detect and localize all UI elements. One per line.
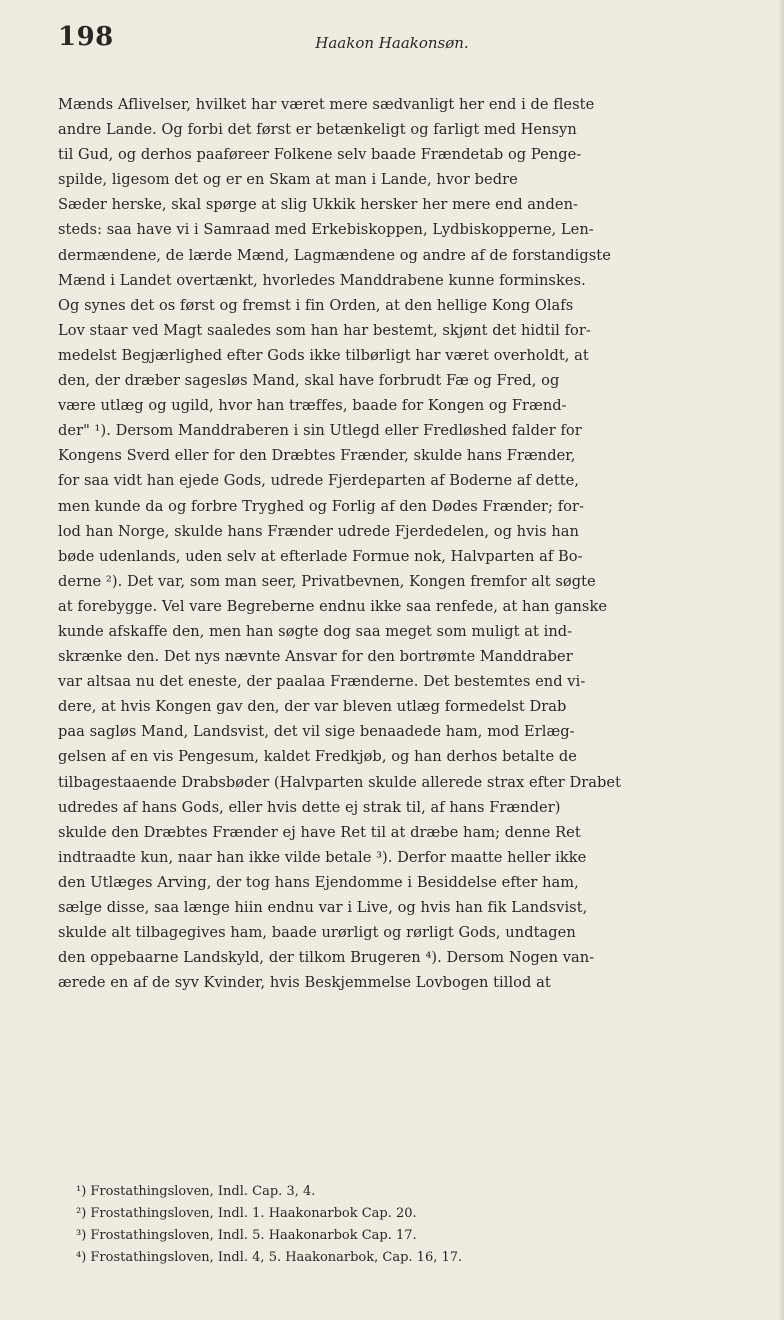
text-line: være utlæg og ugild, hvor han træffes, baade for Kongen og Frænd- — [58, 397, 567, 415]
text-line: lod han Norge, skulde hans Frænder udrede Fjerdedelen, og hvis han — [58, 522, 579, 540]
text-line: til Gud, og derhos paaføreer Folkene selv baade Frændetab og Penge- — [58, 146, 582, 164]
text-line: men kunde da og forbre Tryghed og Forlig af den Dødes Frænder; for- — [58, 497, 584, 515]
text-line: skrænke den. Det nys nævnte Ansvar for den bortrømte Manddraber — [58, 648, 573, 666]
text-line: for saa vidt han ejede Gods, udrede Fjerdeparten af Boderne af dette, — [58, 472, 580, 490]
text-line: sælge disse, saa længe hiin endnu var i Live, og hvis han fik Landsvist, — [58, 899, 588, 916]
text-line: indtraadte kun, naar han ikke vilde betale ³). Derfor maatte heller ikke — [58, 848, 587, 866]
text-line: der" ¹). Dersom Manddraberen i sin Utlegd eller Fredløshed falder for — [58, 422, 582, 440]
text-line: dere, at hvis Kongen gav den, der var bleven utlæg formedelst Drab — [58, 698, 567, 716]
text-line: Og synes det os først og fremst i fin Orden, at den hellige Kong Olafs — [58, 296, 574, 314]
text-line: Lov staar ved Magt saaledes som han har bestemt, skjønt det hidtil for- — [58, 321, 591, 339]
footnote: ¹) Frostathingsloven, Indl. Cap. 3, 4. — [76, 1184, 316, 1199]
text-line: spilde, ligesom det og er en Skam at man i Lande, hvor bedre — [58, 171, 518, 189]
text-line: kunde afskaffe den, men han søgte dog saa meget som muligt at ind- — [58, 622, 573, 640]
footnote: ²) Frostathingsloven, Indl. 1. Haakonarbok Cap. 20. — [76, 1206, 417, 1221]
text-line: derne ²). Det var, som man seer, Privatbevnen, Kongen fremfor alt søgte — [58, 572, 596, 590]
text-line: steds: saa have vi i Samraad med Erkebiskoppen, Lydbiskopperne, Len- — [58, 221, 594, 239]
text-line: Mænds Aflivelser, hvilket har været mere sædvanligt her end i de fleste — [58, 96, 595, 113]
footnotes — [58, 1181, 746, 1269]
running-head: Haakon Haakonsøn. — [315, 34, 469, 52]
text-line: skulde den Dræbtes Frænder ej have Ret til at dræbe ham; denne Ret — [58, 823, 581, 841]
text-line: at forebygge. Vel vare Begreberne endnu ikke saa renfede, at han ganske — [58, 597, 608, 615]
text-line: tilbagestaaende Drabsbøder (Halvparten skulde allerede strax efter Drabet — [58, 773, 621, 791]
body-text — [58, 92, 746, 995]
text-line: den oppebaarne Landskyld, der tilkom Brugeren ⁴). Dersom Nogen van- — [58, 949, 595, 967]
footnote: ⁴) Frostathingsloven, Indl. 4, 5. Haakonarbok, Cap. 16, 17. — [76, 1250, 463, 1265]
text-line: Mænd i Landet overtænkt, hvorledes Manddrabene kunne forminskes. — [58, 271, 586, 289]
text-line: den, der dræber sagesløs Mand, skal have forbrudt Fæ og Fred, og — [58, 372, 560, 390]
text-line: andre Lande. Og forbi det først er betænkeligt og farligt med Hensyn — [58, 121, 577, 139]
text-line: var altsaa nu det eneste, der paalaa Frænderne. Det bestemtes end vi- — [58, 673, 586, 691]
text-line: dermændene, de lærde Mænd, Lagmændene og andre af de forstandigste — [58, 246, 611, 264]
text-line: den Utlæges Arving, der tog hans Ejendomme i Besiddelse efter ham, — [58, 873, 579, 891]
page-number: 198 — [58, 22, 114, 52]
text-line: Kongens Sverd eller for den Dræbtes Frænder, skulde hans Frænder, — [58, 447, 576, 465]
page-edge-shadow — [778, 0, 784, 1320]
text-line: paa sagløs Mand, Landsvist, det vil sige benaadede ham, mod Erlæg- — [58, 723, 575, 741]
footnote: ³) Frostathingsloven, Indl. 5. Haakonarbok Cap. 17. — [76, 1228, 417, 1243]
text-line: gelsen af en vis Pengesum, kaldet Fredkjøb, og han derhos betalte de — [58, 748, 577, 766]
text-line: bøde udenlands, uden selv at efterlade Formue nok, Halvparten af Bo- — [58, 547, 583, 565]
text-line: Sæder herske, skal spørge at slig Ukkik hersker her mere end anden- — [58, 196, 579, 214]
text-line: udredes af hans Gods, eller hvis dette ej strak til, af hans Frænder) — [58, 798, 561, 816]
text-line: medelst Begjærlighed efter Gods ikke tilbørligt har været overholdt, at — [58, 346, 589, 364]
text-line: ærede en af de syv Kvinder, hvis Beskjemmelse Lovbogen tillod at — [58, 974, 551, 992]
text-line: skulde alt tilbagegives ham, baade urørligt og rørligt Gods, undtagen — [58, 924, 576, 942]
